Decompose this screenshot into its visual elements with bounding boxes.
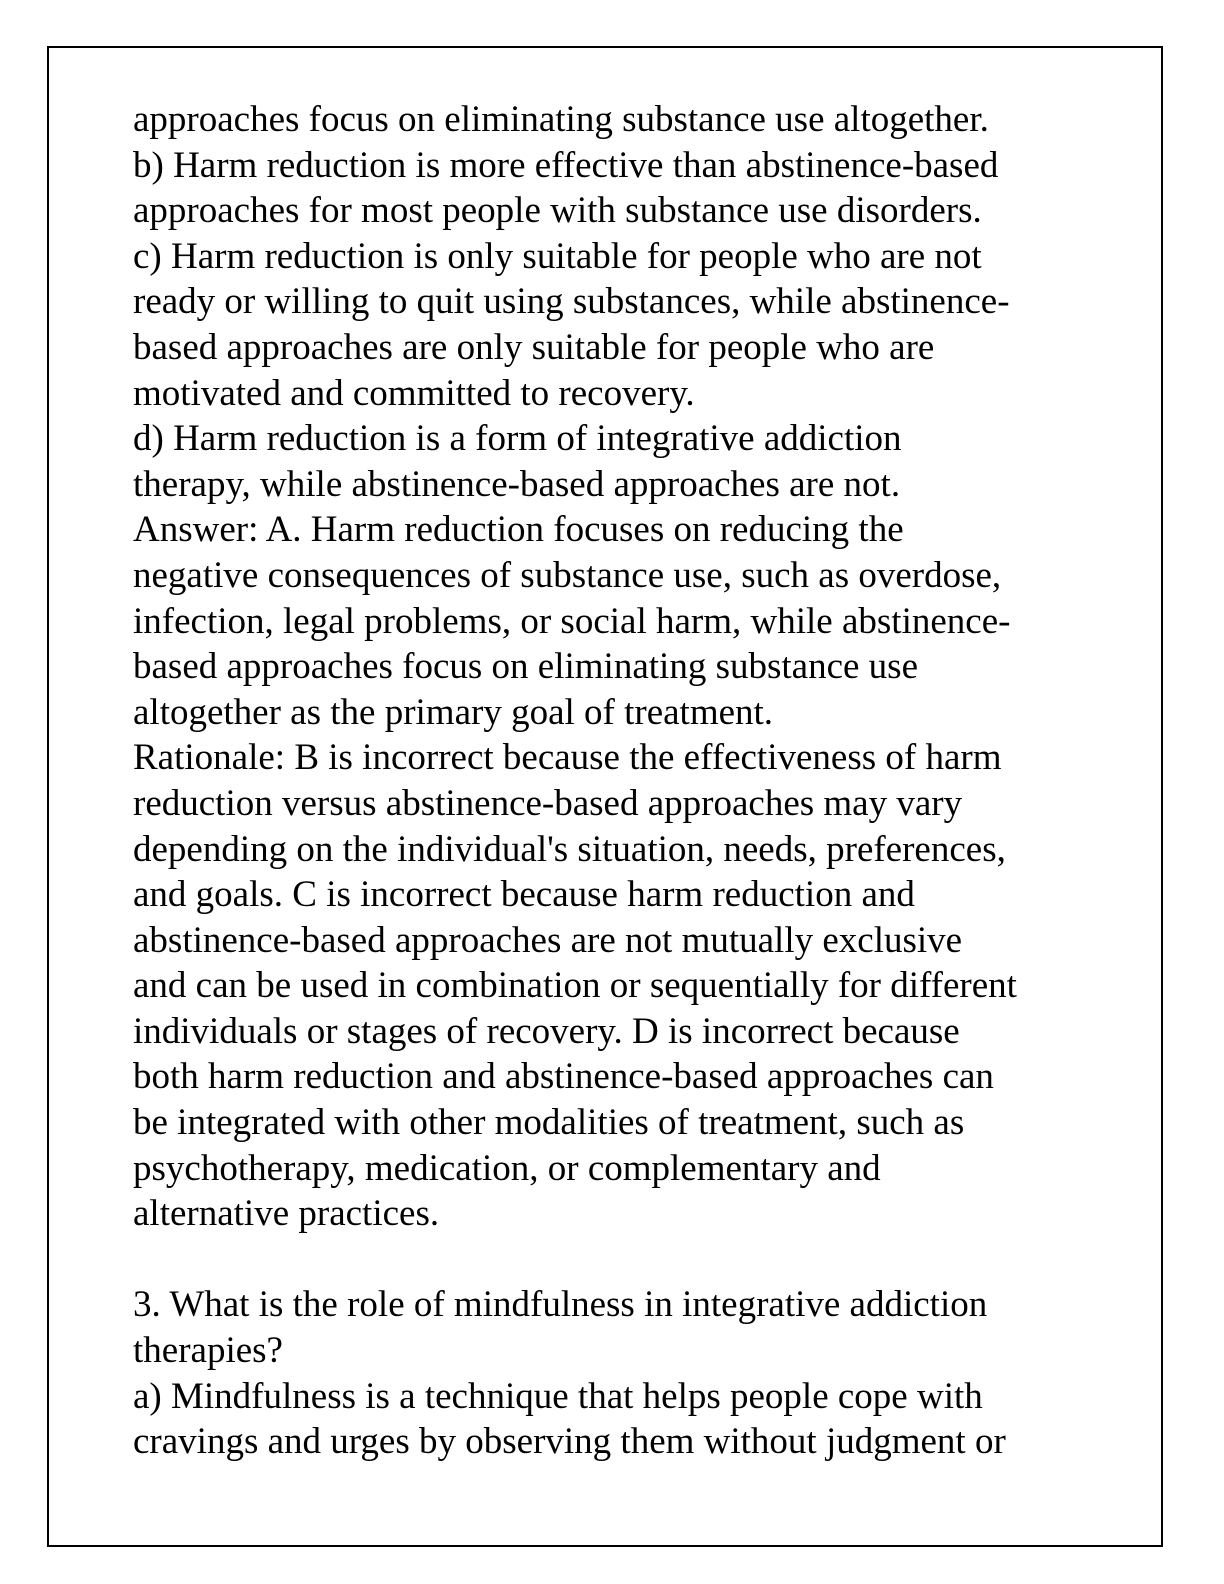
document-body (133, 97, 1133, 1465)
text-line: abstinence-based approaches are not mutually exclusive (133, 919, 963, 961)
text-line: negative consequences of substance use, such as overdose, (133, 554, 1002, 596)
text-line: depending on the individual's situation, needs, preferences, (133, 828, 1006, 870)
text-line: be integrated with other modalities of treatment, such as (133, 1102, 965, 1144)
text-line: approaches for most people with substance use disorders. (133, 190, 982, 232)
text-line: and goals. C is incorrect because harm reduction and (133, 874, 915, 916)
text-line: therapies? (133, 1330, 283, 1372)
text-line: both harm reduction and abstinence-based approaches can (133, 1056, 994, 1098)
text-line: alternative practices. (133, 1193, 440, 1235)
text-line: based approaches are only suitable for people who are (133, 326, 935, 368)
text-line: motivated and committed to recovery. (133, 372, 695, 414)
paragraph-gap (133, 1237, 1133, 1283)
text-line: approaches focus on eliminating substance use altogether. (133, 99, 989, 140)
rationale-line: Rationale: B is incorrect because the effectiveness of harm (133, 737, 1002, 779)
option-d-line: d) Harm reduction is a form of integrative addiction (133, 418, 902, 460)
text-line: and can be used in combination or sequentially for different (133, 965, 1017, 1007)
text-line: ready or willing to quit using substances, while abstinence- (133, 281, 1010, 323)
text-line: psychotherapy, medication, or complementary and (133, 1147, 881, 1189)
text-line: infection, legal problems, or social harm, while abstinence- (133, 600, 1011, 642)
text-line: based approaches focus on eliminating substance use (133, 646, 918, 688)
option-b-line: b) Harm reduction is more effective than abstinence-based (133, 144, 999, 186)
option-a-line: a) Mindfulness is a technique that helps people cope with (133, 1375, 983, 1417)
text-line: altogether as the primary goal of treatment. (133, 691, 774, 733)
question-3-line: 3. What is the role of mindfulness in integrative addiction (133, 1284, 988, 1326)
text-line: reduction versus abstinence-based approaches may vary (133, 782, 963, 824)
text-line: cravings and urges by observing them without judgment or (133, 1421, 1006, 1463)
text-line: therapy, while abstinence-based approaches are not. (133, 463, 901, 505)
option-c-line: c) Harm reduction is only suitable for people who are not (133, 235, 982, 277)
answer-line: Answer: A. Harm reduction focuses on reducing the (133, 509, 904, 551)
text-line: individuals or stages of recovery. D is incorrect because (133, 1010, 960, 1052)
